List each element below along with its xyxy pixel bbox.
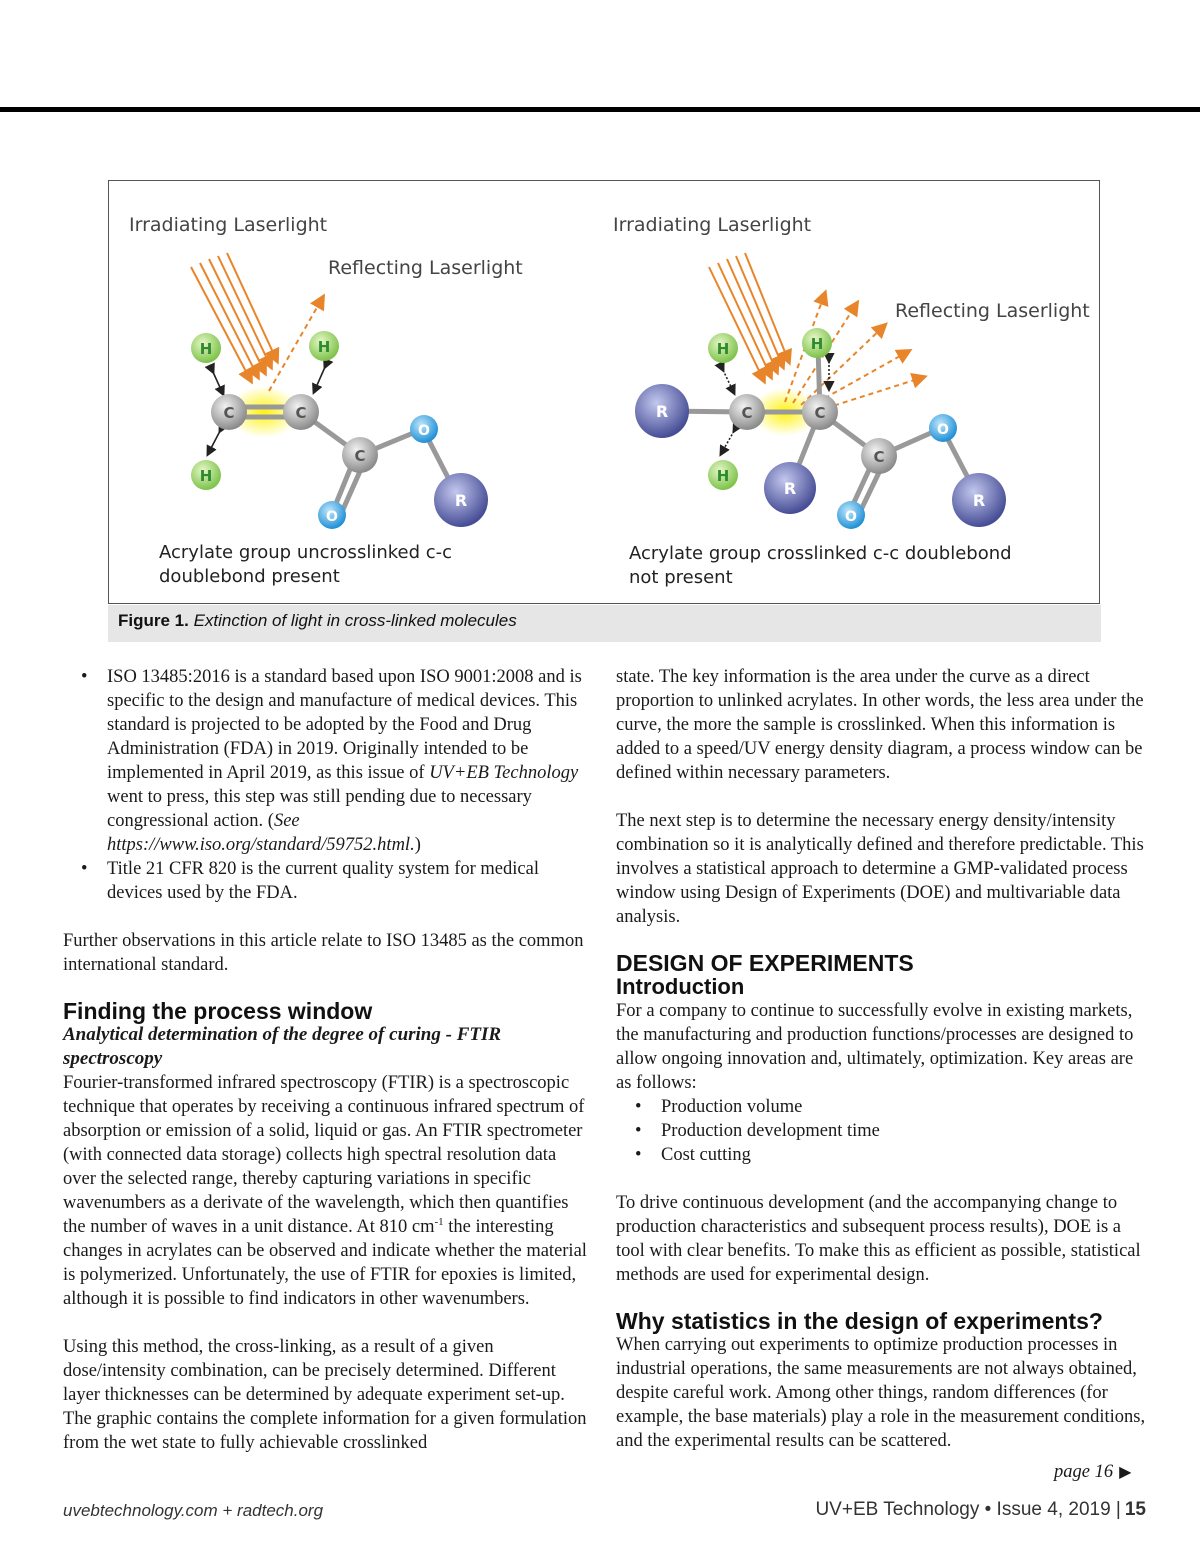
footer-websites: uvebtechnology.com + radtech.org — [63, 1501, 324, 1520]
list-item: • Title 21 CFR 820 is the current quality system for medical devices used by the FDA. — [63, 857, 590, 905]
section-heading: Finding the process window — [63, 998, 373, 1024]
left-hydrogen-bottom-label: H — [199, 467, 213, 485]
figure-1 — [108, 180, 1100, 604]
left-panel — [129, 214, 523, 587]
left-oxygen-1-label: O — [418, 423, 430, 439]
subsection-heading: Analytical determination of the degree of curing - FTIR spectroscopy — [63, 1024, 502, 1069]
left-carbon-1-label: C — [223, 404, 235, 422]
left-caption-line1: Acrylate group uncrosslinked c-c — [159, 542, 453, 563]
left-reflecting-label: Reflecting Laserlight — [328, 257, 523, 279]
right-reflecting-label: Reflecting Laserlight — [895, 300, 1090, 322]
list-item: • ISO 13485:2016 is a standard based upon ISO 9001:2008 and is specific to the design and manufacture of medical devices. This standard is projected to be adopted by the Food and Drug Administration (FDA) in 2019. Originally intended to be implemented in April 2019, as this issue of UV+EB Technology went to press, this step was still pending due to necessary congressional action. (See https://www.iso.org/standard/59752.html.) — [63, 665, 590, 857]
left-carbon-3-label: C — [354, 447, 366, 465]
paragraph: state. The key information is the area under the curve as a direct proportion to unlinked acrylates. In other words, the less area under the curve, the more the sample is crosslinked. When this information is added to a speed/UV energy density diagram, a process window can be defined within necessary parameters. — [616, 667, 1144, 783]
paragraph: The next step is to determine the necessary energy density/intensity combination so it is analytically defined and therefore predictable. This involves a statistical approach to determine a GMP-validated process window using Design of Experiments (DOE) and multivariable data analysis. — [616, 811, 1144, 927]
right-oxygen-1-label: O — [937, 422, 949, 438]
paragraph: When carrying out experiments to optimize production processes in industrial operations, the same measurements are not always obtained, despite careful work. Among other things, random differences (for example, the base materials) play a role in the measurement conditions, and the experimental results can be scattered. — [616, 1335, 1146, 1451]
right-hydrogen-bottom-label: H — [716, 467, 730, 485]
list-item: • Production volume — [616, 1095, 1146, 1119]
right-carbon-2-label: C — [814, 404, 826, 422]
continued-link[interactable]: page 16 ▶ — [1054, 1462, 1132, 1482]
paragraph: For a company to continue to successfully evolve in existing markets, the manufacturing and production functions/processes are designed to allow ongoing innovation and, ultimately, optimization. Key areas are as follows: — [616, 1001, 1134, 1093]
publication-title: UV+EB Technology — [429, 763, 579, 783]
right-carbon-1-label: C — [741, 404, 753, 422]
right-caption-line1: Acrylate group crosslinked c-c doublebond — [629, 543, 1012, 564]
figure-caption-text: Extinction of light in cross-linked molecules — [193, 611, 517, 630]
iso-link[interactable]: See https://www.iso.org/standard/59752.html. — [107, 811, 415, 855]
key-areas-list — [616, 1095, 1146, 1167]
right-r-group-left-label: R — [655, 402, 669, 421]
right-irradiating-label: Irradiating Laserlight — [613, 214, 812, 236]
right-panel — [613, 214, 1090, 588]
section-heading: Why statistics in the design of experiments? — [616, 1308, 1103, 1334]
list-item: • Production development time — [616, 1119, 1146, 1143]
top-rule — [0, 107, 1200, 112]
left-r-group-label: R — [454, 491, 468, 510]
figure-caption — [108, 605, 1101, 642]
left-column — [63, 665, 590, 1455]
play-arrow-icon: ▶ — [1119, 1464, 1132, 1481]
left-carbon-2-label: C — [295, 404, 307, 422]
right-r-group-right-label: R — [972, 491, 986, 510]
right-caption-line2: not present — [629, 567, 733, 588]
footer-issue: UV+EB Technology • Issue 4, 2019 | 15 — [815, 1499, 1146, 1520]
list-item: • Cost cutting — [616, 1143, 1146, 1167]
left-irradiating-label: Irradiating Laserlight — [129, 214, 328, 236]
left-hydrogen-right-label: H — [317, 338, 331, 356]
left-caption-line2: doublebond present — [159, 566, 340, 587]
paragraph: Using this method, the cross-linking, as a result of a given dose/intensity combination, can be precisely determined. Different layer thicknesses can be determined by adequate experiment set-up. The graphic contains the complete information for a given formulation from the wet state to fully achievable crosslinked — [63, 1337, 587, 1453]
paragraph: Further observations in this article relate to ISO 13485 as the common international standard. — [63, 931, 584, 975]
paragraph: Fourier-transformed infrared spectroscopy (FTIR) is a spectroscopic technique that operates by receiving a continuous infrared spectrum of absorption or emission of a solid, liquid or gas. An FTIR spectrometer (with connected data storage) collects high spectral resolution data over the selected range, thereby capturing variations in specific wavenumbers as a derivate of the wavelength, which then quantifies the number of waves in a unit distance. At 810 $cm^{-1}$ the interesting changes in acrylates can be observed and indicate whether the material is polymerized. Unfortunately, the use of FTIR for epoxies is limited, although it is possible to find indicators in other wavenumbers. — [63, 1073, 587, 1309]
right-hydrogen-top-label: H — [716, 340, 730, 358]
right-oxygen-2-label: O — [845, 509, 857, 525]
right-r-group-bottom-label: R — [783, 479, 797, 498]
section-heading: DESIGN OF EXPERIMENTS — [616, 950, 914, 976]
figure-caption-label: Figure 1. — [118, 611, 189, 630]
left-hydrogen-top-label: H — [199, 340, 213, 358]
right-carbon-3-label: C — [873, 448, 885, 466]
standards-list — [63, 665, 590, 905]
page-number: 15 — [1124, 1499, 1146, 1520]
molecule-diagram — [109, 181, 1101, 605]
right-column — [616, 665, 1146, 1453]
paragraph: To drive continuous development (and the accompanying change to production characteristics and subsequent process results), DOE is a tool with clear benefits. To make this as efficient as possible, statistical methods are used for experimental design. — [616, 1193, 1141, 1285]
right-hydrogen-right-label: H — [810, 335, 824, 353]
left-oxygen-2-label: O — [326, 509, 338, 525]
section-subheading: Introduction — [616, 974, 745, 999]
